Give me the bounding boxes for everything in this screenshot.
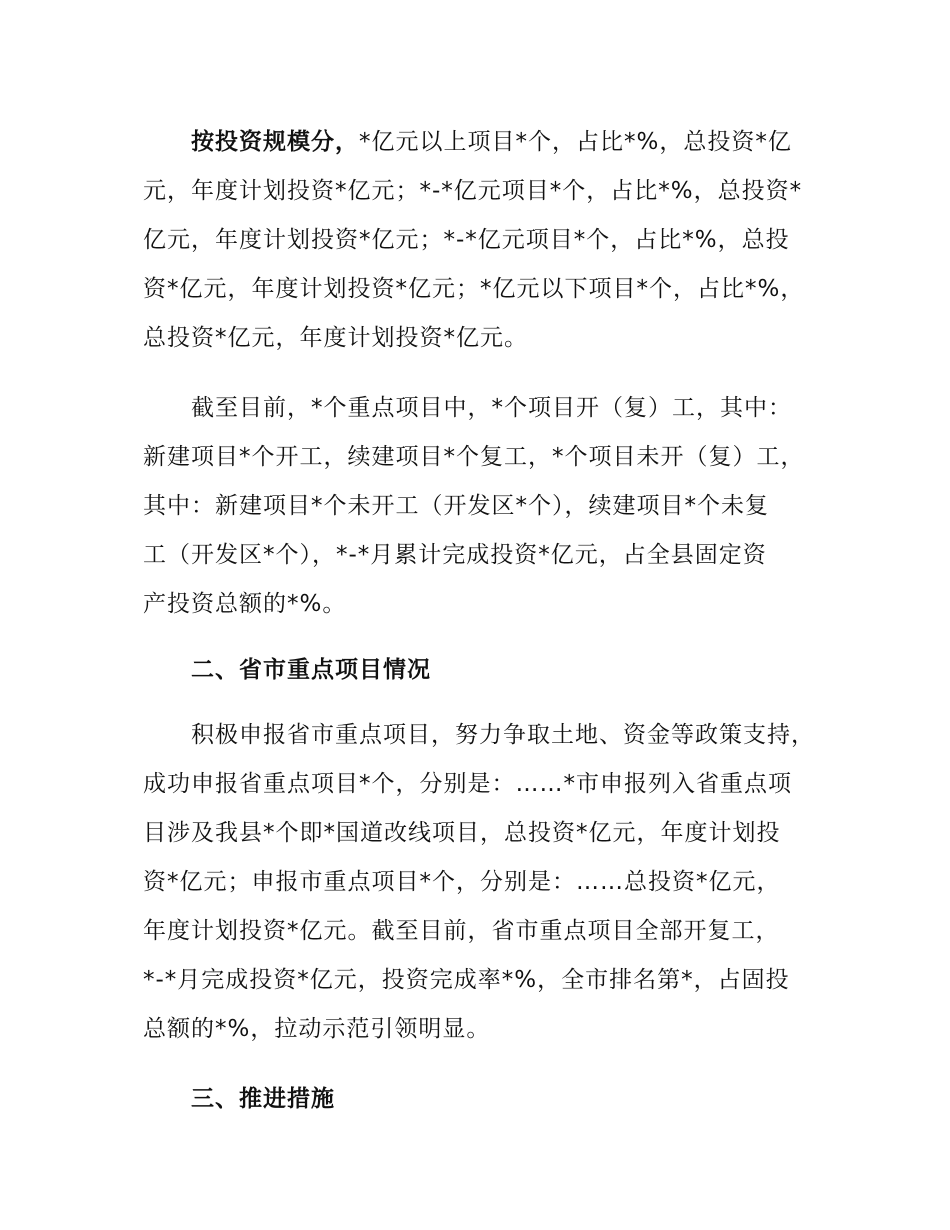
paragraph-line: 年度计划投资*亿元。截至目前，省市重点项目全部开复工， [143,918,780,944]
paragraph-lead: 按投资规模分， [191,129,359,155]
paragraph-line: 截至目前，*个重点项目中，*个项目开（复）工，其中： [191,395,792,421]
paragraph-line: 元，年度计划投资*亿元；*-*亿元项目*个，占比*%，总投资* [143,178,803,204]
paragraph-line-text: *亿元以上项目*个，占比*%，总投资*亿 [359,129,792,155]
section-heading-measures: 三、推进措施 [191,1086,335,1112]
paragraph-line: 总额的*%，拉动示范引领明显。 [143,1016,491,1042]
paragraph-line: 资*亿元，年度计划投资*亿元；*亿元以下项目*个，占比*%， [143,276,805,302]
paragraph-line: 其中：新建项目*个未开工（开发区*个），续建项目*个未复 [143,493,769,519]
section-heading-provincial-projects: 二、省市重点项目情况 [191,657,431,683]
paragraph-line: *-*月完成投资*亿元，投资完成率*%，全市排名第*，占固投 [143,967,790,993]
paragraph-line: 亿元，年度计划投资*亿元；*-*亿元项目*个，占比*%，总投 [143,227,790,253]
paragraph-line: 目涉及我县*个即*国道改线项目，总投资*亿元，年度计划投 [143,820,781,846]
paragraph-line: 总投资*亿元，年度计划投资*亿元。 [143,325,528,351]
paragraph-line: 成功申报省重点项目*个，分别是：……*市申报列入省重点项 [143,771,792,797]
paragraph-line: 产投资总额的*%。 [143,591,347,617]
paragraph-line: 工（开发区*个），*-*月累计完成投资*亿元，占全县固定资 [143,542,767,568]
paragraph-line: 资*亿元；申报市重点项目*个，分别是：……总投资*亿元， [143,869,781,895]
paragraph-line: 新建项目*个开工，续建项目*个复工，*个项目未开（复）工， [143,444,805,470]
paragraph-line: 积极申报省市重点项目，努力争取土地、资金等政策支持， [191,722,815,748]
paragraph-line [191,118,792,166]
